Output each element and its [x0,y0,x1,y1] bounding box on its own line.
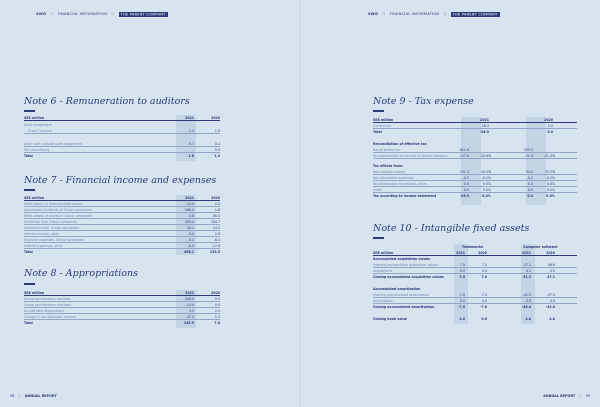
row-value: -37.9 [546,293,555,297]
total-2020: 0.0 [547,130,553,134]
book-value: 0.0 [481,317,487,321]
note7-title: Note 7 - Financial income and expenses [24,175,217,186]
row-value-2020: 5.3 [214,315,220,319]
row-value-2021: -3.8 [187,214,194,218]
header-separator: // [443,12,447,16]
note10-title: Note 10 - Intangible fixed assets [373,223,530,234]
table-total-row [373,193,577,199]
total-label: Total [24,321,33,325]
row-value-2020: 0.0 [214,297,220,301]
pct-2021: 0.0% [482,188,491,192]
row-label: Change in tax allocation reserve [24,315,76,319]
group-trademarks: Trademarks [462,245,484,249]
book-label: Closing book value [373,317,407,321]
row-label: Dividends from Group companies [24,220,78,224]
year-2021: 2021 [185,291,194,295]
row-value-2021: -15.0 [185,202,194,206]
header-highlight: THE PARENT COMPANY [120,12,166,16]
page-footer [10,394,57,398]
row-label: Current tax [373,124,392,128]
effects-heading: Tax effects from: [373,164,404,168]
amort-heading: Accumulated amortisation [373,287,421,291]
header-separator: // [382,12,386,16]
value-2021: 0.0 [463,182,469,186]
row-value-2020: -17.6 [211,244,220,248]
total-value: 47.1 [547,275,555,279]
row-label: Non-taxable income [373,170,406,174]
table-total-row [373,129,577,135]
row-label: Interest income, Group companies [24,226,80,230]
pct-2020: 0.0% [546,188,555,192]
row-value-2021: 0.7 [188,142,194,146]
page-footer [543,394,590,398]
row-value: -7.0 [458,293,465,297]
row-label: Accelerated depreciation [24,309,64,313]
acq-heading: Accumulated acquisition values [373,257,430,261]
year-2021: 2021 [185,196,194,200]
value-2021: 0.0 [463,188,469,192]
book-value-row [373,316,577,322]
total-label: Closing accumulated amortisation [373,305,435,309]
value-2020: -0.2 [526,176,533,180]
total-value: 51.2 [523,275,531,279]
header-separator: // [111,12,115,16]
row-value-2021: 1.3 [188,129,194,133]
table-total-row [373,304,577,310]
left-page [0,0,299,407]
footer-label: ANNUAL REPORT [24,394,57,398]
total-label: Tax according to income statement [373,194,437,198]
row-value-2021: 186.0 [184,208,194,212]
row-value-2021: - [192,148,194,152]
note7-rule [24,189,35,191]
unit-label: SEK million [24,291,45,295]
note9-title: Note 9 - Tax expense [373,96,474,107]
year-2020: 2020 [546,251,555,255]
value-2020: -21.9 [524,154,533,158]
row-value: 0.0 [459,299,465,303]
note8-table [24,290,220,328]
row-label: Audit work outside audit assignment [24,142,83,146]
footer-separator: // [579,394,582,398]
header-separator: // [50,12,54,16]
row-value-2021: -47.5 [185,315,194,319]
book-value: 4.6 [549,317,555,321]
row-value: 7.0 [459,263,465,267]
total-label: Total [24,250,33,254]
table-header-row [24,115,220,121]
unit-label: SEK million [24,196,45,200]
pct-2020: -21.4% [543,154,555,158]
pct-2021: 16.3% [480,170,491,174]
unit-label: SEK million [373,251,394,255]
row-value-2020: -6.4 [213,238,220,242]
note7-table [24,195,220,255]
pct-2020: 0.0% [546,194,555,198]
row-value-2021: 0.4 [188,232,194,236]
value-2020: 34.5 [525,170,533,174]
right-page [301,0,600,407]
running-header [36,12,168,16]
year-2020: 2020 [211,291,220,295]
row-label: Opening accumulated acquisition values [373,263,438,267]
row-value-2021: 26.1 [186,226,194,230]
page-number: 98 [10,394,15,398]
row-value-2020: 184.7 [210,220,220,224]
row-value-2020: 0.4 [214,142,220,146]
row-label: Audit assignment [24,123,52,127]
row-value-2020: 1.8 [214,208,220,212]
value-2021: 611.6 [459,148,469,152]
unit-label: SEK million [24,116,45,120]
row-value-2020: 0.0 [214,303,220,307]
pct-2021: -20.6% [479,154,491,158]
total-value: -7.0 [480,305,487,309]
total-value: -7.0 [458,305,465,309]
value-2020: 0.0 [527,194,533,198]
pct-2020: -0.2% [545,176,555,180]
row-value: 46.6 [547,263,555,267]
row-value-2021: -6.0 [187,244,194,248]
total-2020: 1.4 [214,154,220,158]
pct-2021: -0.1% [481,176,491,180]
total-value: 7.0 [481,275,487,279]
row-value: 47.1 [523,263,531,267]
row-value-2020: 2.5 [214,309,220,313]
row-label: Opening accumulated amortisation [373,293,430,297]
row-value: 0.0 [481,269,487,273]
book-value: 4.8 [525,317,531,321]
row-value-2020: -56.5 [211,214,220,218]
note6-table [24,115,220,161]
row-label: Group contributions provided [24,303,71,307]
row-value-2021: 3.4 [188,309,194,313]
year-2021: 2021 [185,116,194,120]
book-value: 0.0 [459,317,465,321]
note9-table [373,117,577,207]
header-highlight: THE PARENT COMPANY [452,12,498,16]
value-2021: -26.9 [459,194,469,198]
note6-title: Note 6 - Remuneration to auditors [24,96,190,107]
total-label: Closing accumulated acquisition values [373,275,444,279]
unit-label: SEK million [373,118,394,122]
row-value-2021: -14.0 [185,303,194,307]
table-total-row [373,274,577,280]
table-row [373,153,577,159]
note8-title: Note 8 - Appropriations [24,268,138,279]
year-2020: 2020 [478,251,487,255]
note8-rule [24,283,35,285]
row-value: 7.0 [481,263,487,267]
total-value: -42.5 [545,305,555,309]
header-section: FINANCIAL INFORMATION [389,12,440,16]
table-row [24,128,220,134]
year-2020: 2020 [211,196,220,200]
row-value: -4.6 [548,299,555,303]
total-2020: 7.8 [214,321,220,325]
year-2021: 2021 [480,118,489,122]
footer-separator: // [18,394,21,398]
row-label: Tax consultancy [24,148,50,152]
row-value-2021: -26.9 [480,124,489,128]
value-2021: -0.5 [462,176,469,180]
row-value-2020: 24.5 [212,226,220,230]
row-label: Tax expense/tax at tax rate of parent company [373,154,448,158]
total-2021: -26.9 [479,130,489,134]
note6-rule [24,110,35,112]
total-2021: 1.8 [188,154,194,158]
row-value-2020: 1.0 [214,129,220,133]
table-total-row [24,153,220,159]
year-2021: 2021 [456,251,465,255]
row-value-2020: 0.0 [547,124,553,128]
row-label: Interest expenses, other [24,244,63,248]
year-2020: 2020 [211,116,220,120]
row-value: -7.0 [480,293,487,297]
row-label: Write-downs of financial fixed assets [24,202,83,206]
row-label: Write-downs of shares in Group companies [24,214,93,218]
row-value-2020: 0.0 [214,202,220,206]
total-value: -46.4 [521,305,531,309]
running-header [368,12,500,16]
pct-2021: 0.0% [482,182,491,186]
row-value-2020: 0.0 [214,148,220,152]
page-number: 99 [585,394,590,398]
row-value-2021: 208.0 [184,297,194,301]
row-label: Other [373,188,383,192]
row-label: Acquisitions [373,269,393,273]
row-label: Financial expenses, Group companies [24,238,85,242]
total-2021: 149.9 [183,321,194,325]
year-2020: 2020 [544,118,553,122]
row-value: 0.0 [459,269,465,273]
row-label: Interest income, other [24,232,60,236]
group-computer-software: Computer software [523,245,558,249]
note10-rule [373,237,384,239]
recon-heading: Reconciliation of effective tax [373,142,427,146]
row-value: 0.0 [481,299,487,303]
pct-2020: 0.0% [546,182,555,186]
value-2020: 0.0 [527,182,533,186]
value-2020: 0.0 [527,188,533,192]
row-value: 0.5 [549,269,555,273]
row-value-2021: 309.4 [184,220,194,224]
note10-table [373,244,577,326]
pct-2020: 33.3% [544,170,555,174]
header-section: FINANCIAL INFORMATION [57,12,108,16]
total-2020: 133.3 [209,250,220,254]
pct-2021: -4.4% [480,194,491,198]
row-value: -42.5 [522,293,531,297]
total-2021: 496.1 [183,250,194,254]
row-value: 4.1 [525,269,531,273]
row-label: Amortisation [373,299,394,303]
value-2021: 101.3 [459,170,469,174]
note9-rule [373,110,384,112]
row-label: Tax attributable to previous years [373,182,427,186]
table-total-row [24,320,220,326]
row-value-2021: -0.2 [187,238,194,242]
row-label: Result before tax [373,148,401,152]
row-value: -3.9 [524,299,531,303]
total-label: Total [24,154,33,158]
total-value: 7.0 [459,275,465,279]
row-label: Group contributions received [24,297,71,301]
row-label: Anticipated dividends of Group companies [24,208,92,212]
row-label: Non-deductible expenses [373,176,414,180]
row-label: Grant Thornton [28,129,53,133]
value-2020: 103.3 [523,148,533,152]
total-label: Total [373,130,382,134]
header-brand: SWG [36,12,47,16]
footer-label: ANNUAL REPORT [543,394,576,398]
table-total-row [24,249,220,255]
year-2021: 2021 [522,251,531,255]
header-brand: SWG [368,12,379,16]
value-2021: -127.6 [458,154,469,158]
row-value-2020: 2.9 [214,232,220,236]
